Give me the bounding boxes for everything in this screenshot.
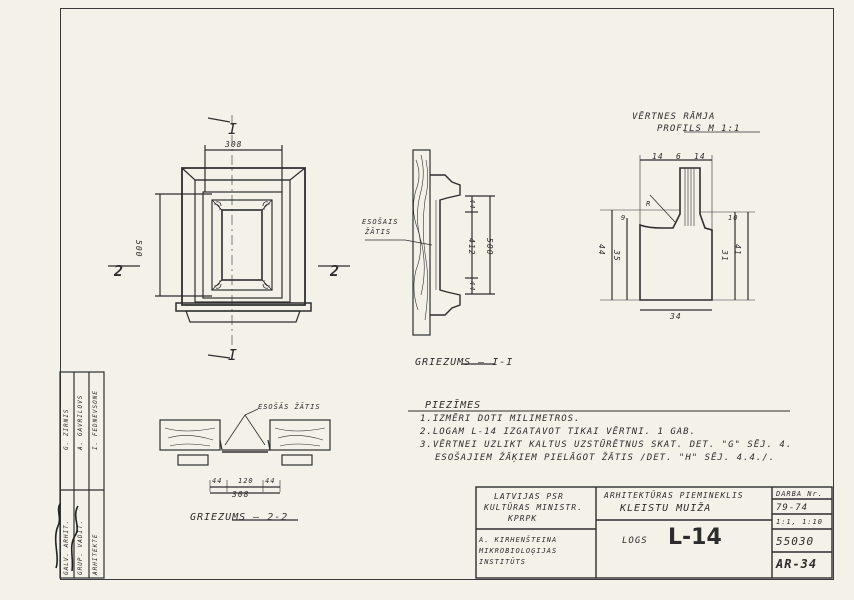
plan-dim-2: 120 [238,477,254,485]
note-item-3: 3.VĒRTNEI UZLIKT KALTUS UZSTŪRĒTNUS SKAT. DET. "G" SĒJ. 4. [420,440,793,450]
client-line-2: MIKROBIOLOĢIJAS [479,547,558,555]
org-line-2: KULTŪRAS MINISTR. [484,503,583,512]
profile-top-dim-2: 6 [676,152,682,161]
note-item-4: ESOŠAJIEM ŽĀĶIEM PIELĀGOT ŽĀTIS /DET. "H" SĒJ. 4.4./. [435,453,776,463]
drawing-number: AR-34 [776,557,818,571]
client-line-1: A. KIRHENŠTEINA [479,536,558,544]
sheet-label: LOGS [622,536,648,546]
profile-top-dim-1: 14 [652,152,664,161]
scale: 1:1, 1:10 [776,518,823,526]
note-item-2: 2.LOGAM L-14 IZGATAVOT TIKAI VĒRTNI. 1 GAB. [420,427,696,437]
stamp-name-2: A. GAVRILOVS [77,394,84,450]
ornament-bottom-left [212,280,222,290]
profile-width-dim: 34 [670,312,682,321]
existing-glass-label-2: ŽĀTIS [365,228,392,236]
plan-dim-3: 44 [265,477,276,485]
profile-right-mid-dim: 31 [720,250,729,262]
client-line-3: INSTITŪTS [479,558,526,566]
org-line-3: KPRPK [508,514,538,523]
front-width-dim: 308 [225,140,243,149]
profile-left-top-dim: 9 [621,214,627,222]
section-2-2-label: GRIEZUMS — 2-2 [190,512,289,523]
stamp-name-1: G. ZIRNIS [63,408,70,450]
section-bottom-dim: 44 [468,281,476,292]
plan-total-dim: 308 [232,490,250,499]
ornament-top-right [262,200,272,210]
section-1-1-label: GRIEZUMS — I-I [415,357,514,368]
ornament-bottom-right [262,280,272,290]
cut-mark-bottom: I [228,346,239,364]
project-line-2: KLEISTU MUIŽA [620,503,712,514]
profile-diag-label: R [646,200,652,208]
section-1-1 [365,150,495,364]
archive-number: 55030 [776,535,815,548]
front-height-dim: 500 [134,240,143,258]
ornament-top-left [212,200,222,210]
existing-glass-label-1: ESOŠAIS [362,218,399,226]
profile-right-total-dim: 41 [733,244,742,256]
section-2-2 [160,409,330,520]
stamp-role-1: GALV. ARHIT. [63,519,70,575]
stamp-role-3: ARHITEKTE [92,533,99,575]
cut-mark-left: 2 [114,262,125,280]
year: 79-74 [776,503,809,513]
profile-title-line1: VĒRTNES RĀMJA [632,112,716,122]
profile-title-line2: PROFILS M 1:1 [657,124,741,134]
stamp-name-3: I. FEDNEVSONE [92,390,99,450]
existing-glass-plan-label: ESOŠĀS ŽĀTIS [258,403,321,411]
profile-left-total-dim: 44 [597,244,606,256]
work-number-label: DARBA Nr. [776,490,823,498]
stamp-role-2: GRUP. VADĪT. [77,519,84,575]
front-elevation [108,115,350,360]
profile-right-top-dim: 10 [728,214,739,222]
profile-top-dim-3: 14 [694,152,706,161]
sheet-code: L-14 [668,525,722,550]
org-line-1: LATVIJAS PSR [494,492,564,501]
cut-mark-top: I [228,120,239,138]
notes-heading: PIEZĪMES [425,400,482,411]
note-item-1: 1.IZMĒRI DOTI MILIMETROS. [420,414,581,424]
cut-mark-right: 2 [330,262,341,280]
section-top-dim: 44 [468,199,476,210]
signatures [46,496,106,576]
section-inner-dim: 412 [467,238,476,256]
project-line-1: ARHITEKTŪRAS PIEMINEKLIS [604,491,744,500]
profile-left-mid-dim: 35 [612,250,621,262]
plan-dim-1: 44 [212,477,223,485]
section-height-dim: 500 [485,238,494,256]
